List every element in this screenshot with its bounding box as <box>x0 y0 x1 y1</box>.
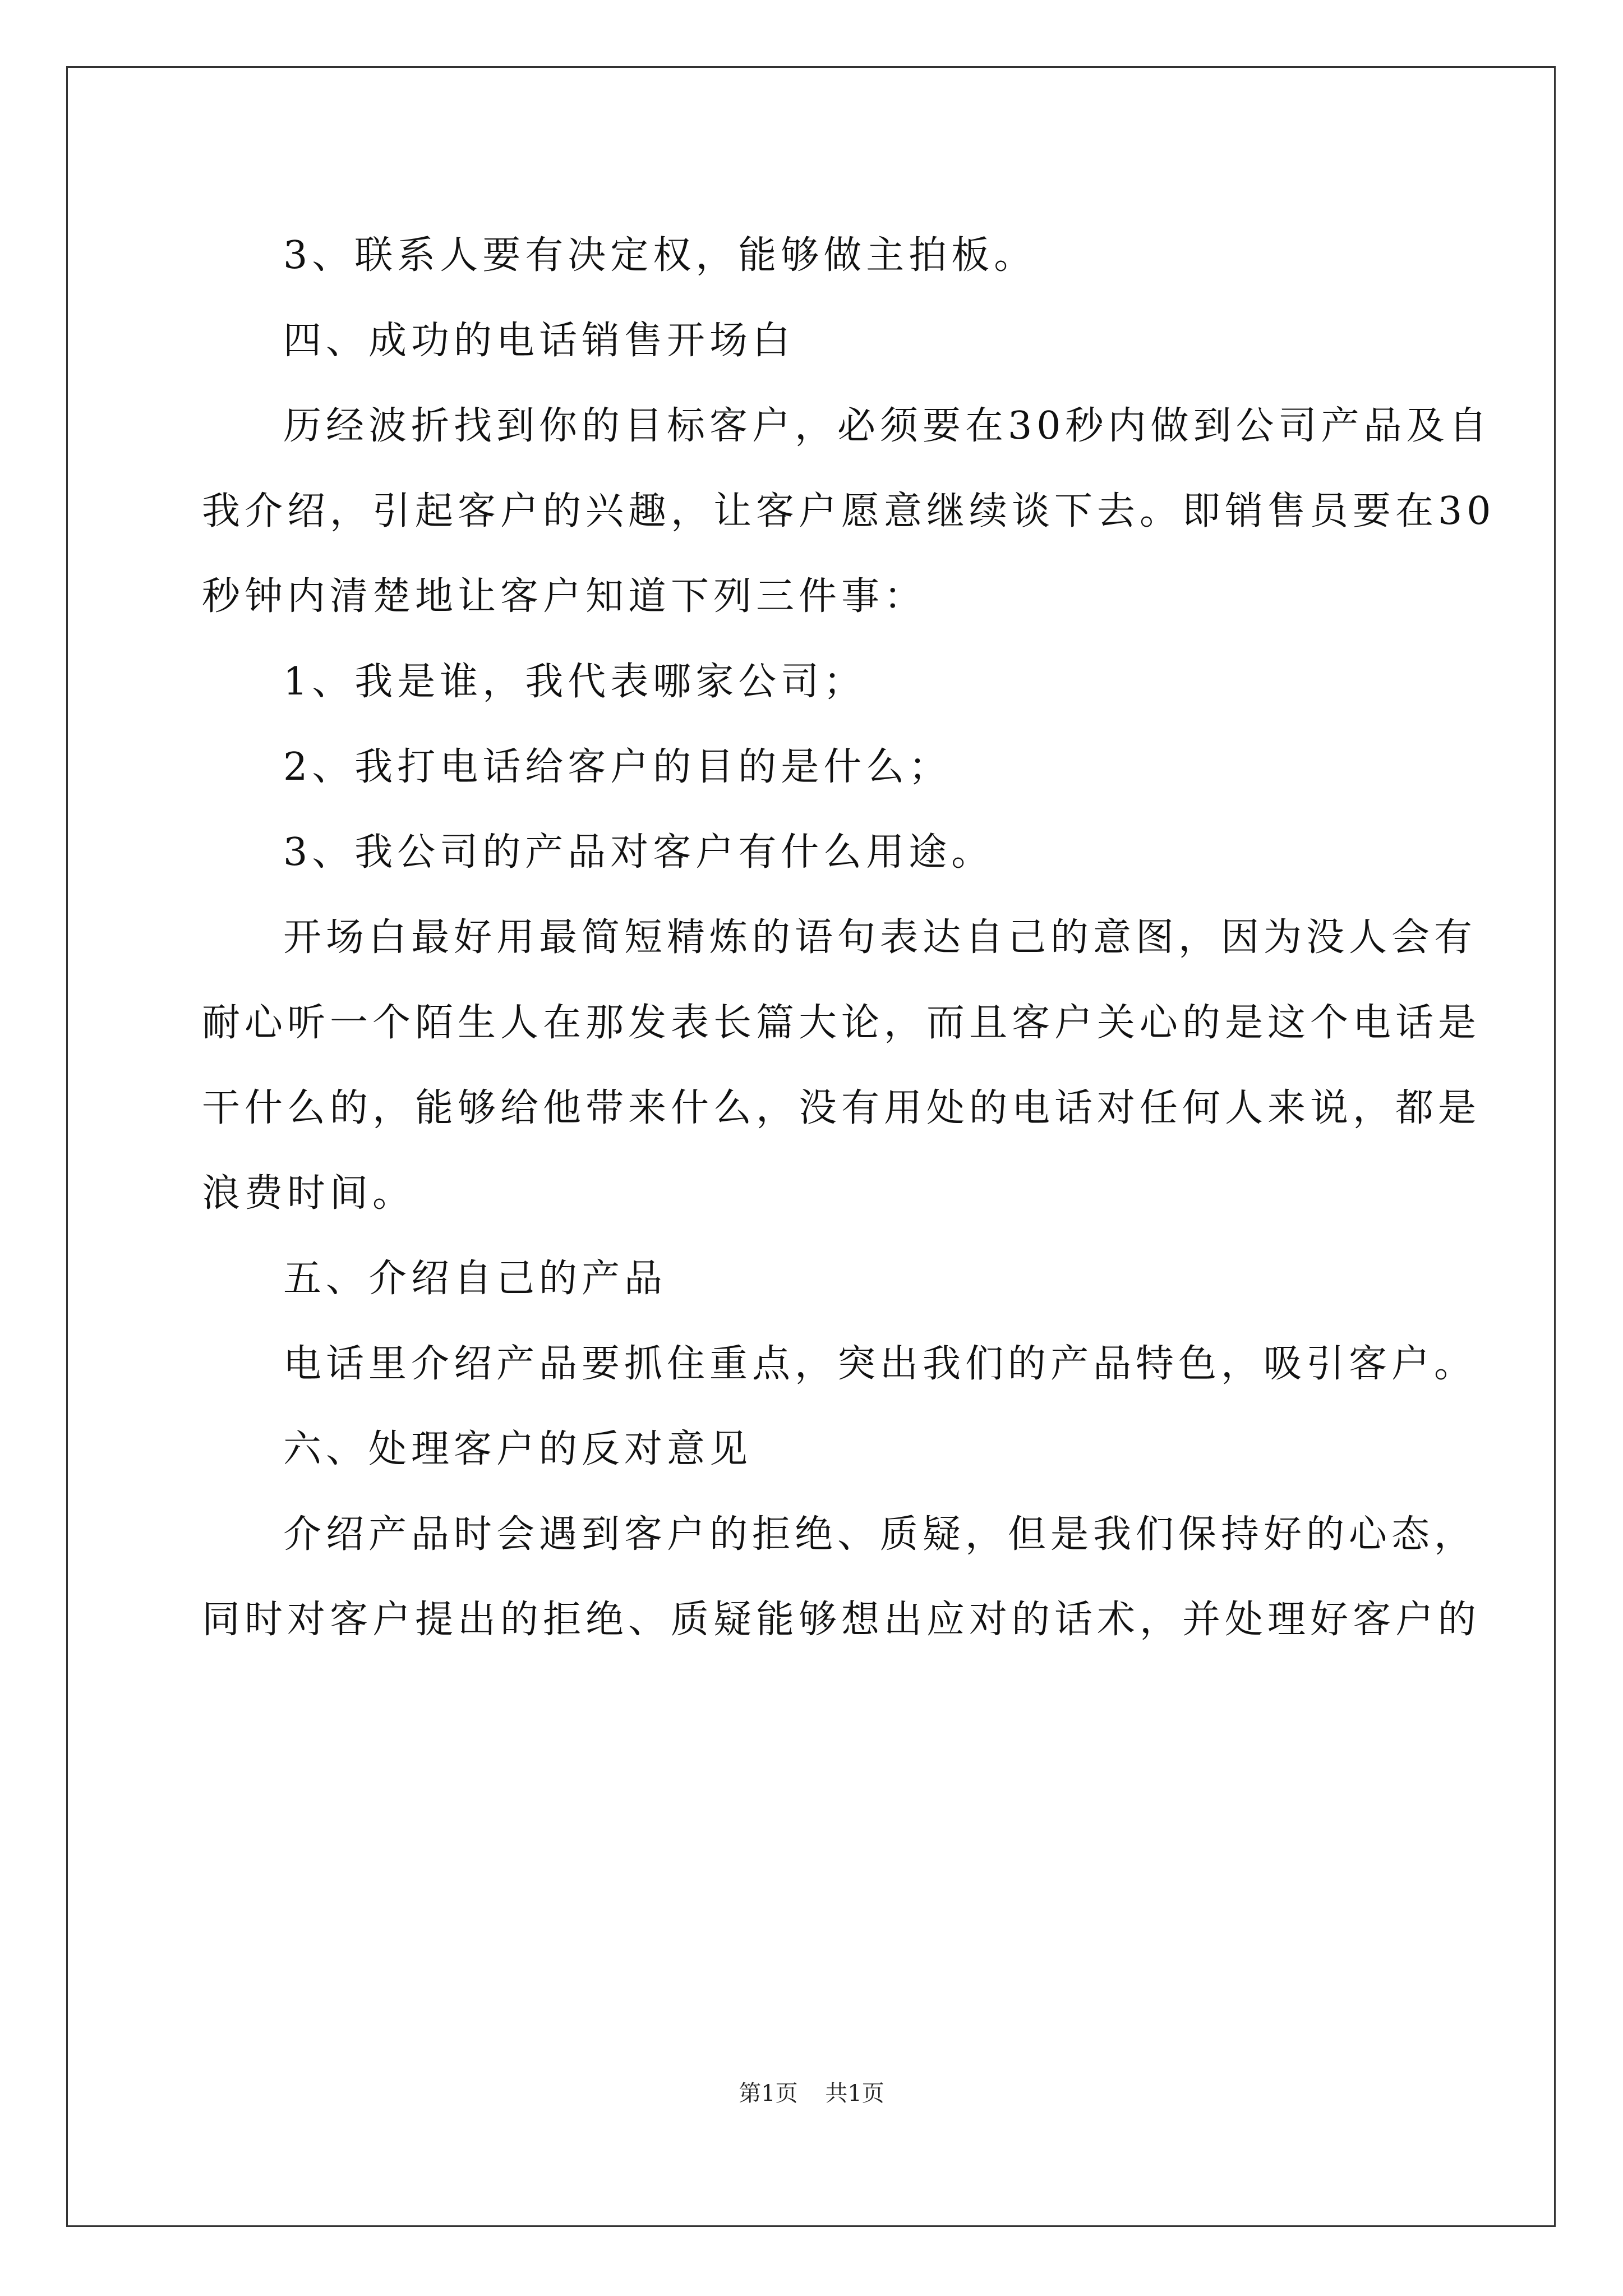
paragraph-line: 介绍产品时会遇到客户的拒绝、质疑，但是我们保持好的心态， <box>283 1512 1477 1557</box>
list-item: 3、联系人要有决定权，能够做主拍板。 <box>283 233 1037 278</box>
list-item: 1、我是谁，我代表哪家公司； <box>283 660 866 704</box>
section-heading: 五、介绍自己的产品 <box>283 1257 667 1301</box>
paragraph-line: 历经波折找到你的目标客户，必须要在30秒内做到公司产品及自 <box>283 404 1492 448</box>
paragraph-line: 电话里介绍产品要抓住重点，突出我们的产品特色，吸引客户。 <box>283 1342 1477 1386</box>
list-item: 3、我公司的产品对客户有什么用途。 <box>283 830 994 875</box>
page-number-current: 第1页 <box>739 2081 798 2106</box>
document-body <box>202 213 1496 1663</box>
paragraph-line: 我介绍，引起客户的兴趣，让客户愿意继续谈下去。即销售员要在30 <box>202 489 1496 533</box>
section-heading: 四、成功的电话销售开场白 <box>283 319 795 363</box>
paragraph-line: 同时对客户提出的拒绝、质疑能够想出应对的话术，并处理好客户的 <box>202 1598 1481 1642</box>
list-item: 2、我打电话给客户的目的是什么； <box>283 745 952 789</box>
paragraph-line: 干什么的，能够给他带来什么，没有用处的电话对任何人来说，都是 <box>202 1086 1481 1130</box>
paragraph-line: 开场白最好用最简短精炼的语句表达自己的意图，因为没人会有 <box>283 915 1477 960</box>
page-footer <box>0 2076 1623 2108</box>
paragraph-line: 耐心听一个陌生人在那发表长篇大论，而且客户关心的是这个电话是 <box>202 1001 1481 1045</box>
page-number-total: 共1页 <box>825 2081 884 2106</box>
section-heading: 六、处理客户的反对意见 <box>283 1427 753 1471</box>
paragraph-line: 秒钟内清楚地让客户知道下列三件事： <box>202 574 927 619</box>
paragraph-line: 浪费时间。 <box>202 1171 416 1216</box>
